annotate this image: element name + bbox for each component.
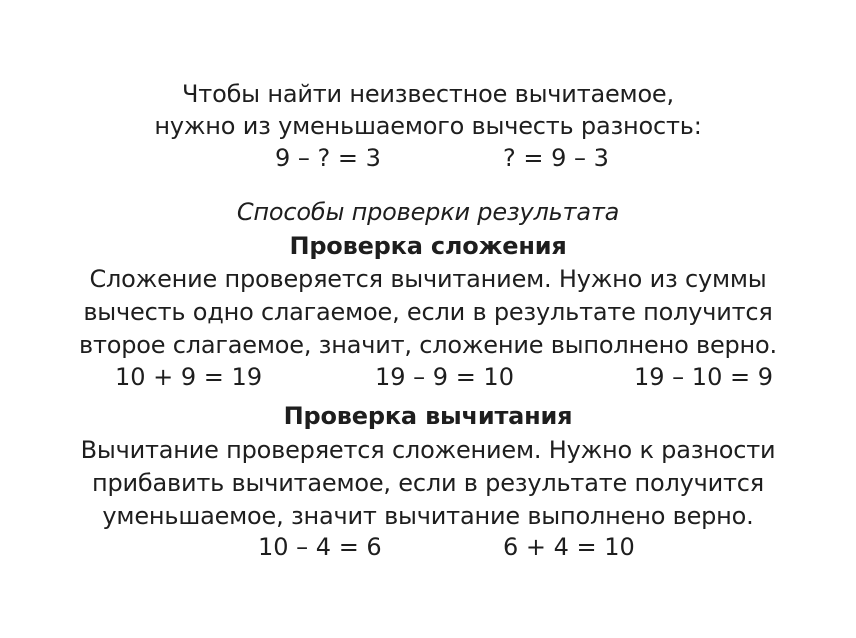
subtraction-equation-1: 10 – 4 = 6 <box>258 533 382 561</box>
subtraction-text-line-1: Вычитание проверяется сложением. Нужно к разности <box>80 436 776 464</box>
methods-heading: Способы проверки результата <box>236 198 620 226</box>
addition-text-line-3: второе слагаемое, значит, сложение выполнено верно. <box>79 331 777 359</box>
rule-line-1: Чтобы найти неизвестное вычитаемое, <box>182 80 674 108</box>
subtraction-text-line-2: прибавить вычитаемое, если в результате получится <box>92 469 764 497</box>
subtraction-check-heading: Проверка вычитания <box>283 402 573 430</box>
subtraction-equation-2: 6 + 4 = 10 <box>503 533 635 561</box>
rule-equation-1: 9 – ? = 3 <box>275 144 381 172</box>
addition-check-heading: Проверка сложения <box>289 232 567 260</box>
addition-text-line-1: Сложение проверяется вычитанием. Нужно из суммы <box>89 265 767 293</box>
addition-equation-2: 19 – 9 = 10 <box>375 363 514 391</box>
addition-text-line-2: вычесть одно слагаемое, если в результате получится <box>83 298 773 326</box>
addition-equation-1: 10 + 9 = 19 <box>115 363 263 391</box>
addition-equation-3: 19 – 10 = 9 <box>634 363 773 391</box>
rule-line-2: нужно из уменьшаемого вычесть разность: <box>154 112 702 140</box>
subtraction-text-line-3: уменьшаемое, значит вычитание выполнено верно. <box>102 502 754 530</box>
rule-equation-2: ? = 9 – 3 <box>503 144 609 172</box>
